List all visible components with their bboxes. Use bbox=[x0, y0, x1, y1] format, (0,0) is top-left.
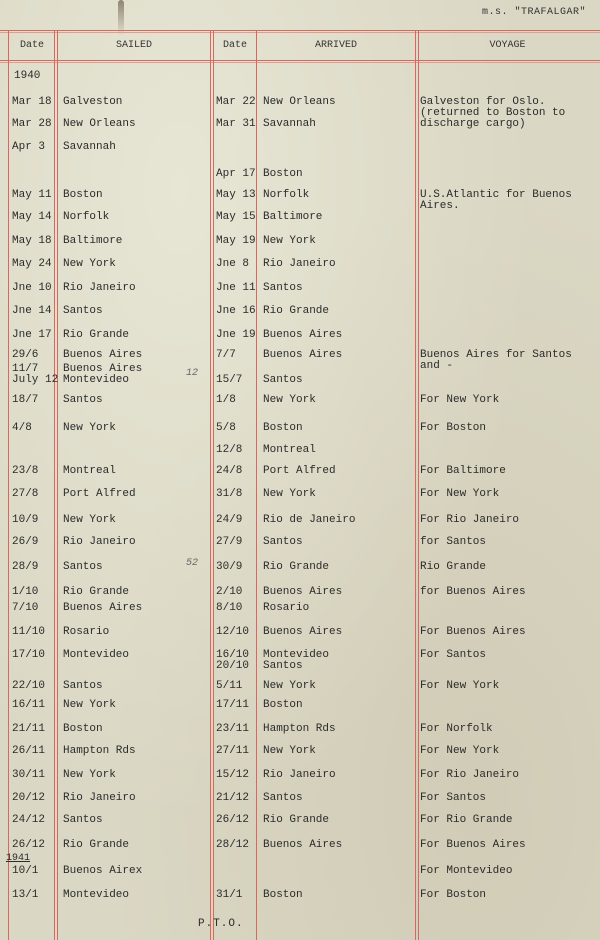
sailed-date: 28/9 bbox=[12, 561, 39, 573]
sailed-date: 13/1 bbox=[12, 889, 39, 901]
arrived-port: Rio Grande bbox=[263, 561, 330, 573]
arrived-date: 8/10 bbox=[216, 602, 243, 614]
arrived-port: Boston bbox=[263, 422, 303, 434]
arrived-port: Boston bbox=[263, 168, 303, 180]
arrived-date: May 13 bbox=[216, 189, 256, 201]
arrived-date: 24/8 bbox=[216, 465, 243, 477]
arrived-date: 15/12 bbox=[216, 769, 250, 781]
sailed-port: New York bbox=[63, 769, 116, 781]
arrived-date: 5/8 bbox=[216, 422, 236, 434]
arrived-date: Mar 22 bbox=[216, 96, 256, 108]
arrived-port: Rio Grande bbox=[263, 305, 330, 317]
arrived-port: Buenos Aires bbox=[263, 586, 343, 598]
arrived-date: Apr 17 bbox=[216, 168, 256, 180]
col-rule-2b bbox=[57, 30, 58, 940]
arrived-date: 7/7 bbox=[216, 349, 236, 361]
sailed-port: New York bbox=[63, 422, 116, 434]
sailed-date: Jne 17 bbox=[12, 329, 52, 341]
sailed-port: Santos bbox=[63, 394, 103, 406]
page-turn-note: P.T.O. bbox=[198, 918, 244, 930]
header-sailed: SAILED bbox=[115, 40, 152, 51]
sailed-port: New York bbox=[63, 514, 116, 526]
voyage-note: For Boston bbox=[420, 422, 487, 434]
col-rule-3b bbox=[213, 30, 214, 940]
sailed-port: New Orleans bbox=[63, 118, 136, 130]
top-rule bbox=[0, 30, 600, 31]
arrived-port: Baltimore bbox=[263, 211, 323, 223]
voyage-note: U.S.Atlantic for Buenos Aires. bbox=[420, 189, 572, 212]
sailed-date: 11/7 bbox=[12, 363, 39, 375]
sailed-port: Boston bbox=[63, 723, 103, 735]
sailed-port: Boston bbox=[63, 189, 103, 201]
col-rule-5b bbox=[418, 30, 419, 940]
arrived-port: Rio Grande bbox=[263, 814, 330, 826]
sailed-date: 27/8 bbox=[12, 488, 39, 500]
sailed-date: 26/11 bbox=[12, 745, 46, 757]
arrived-port: Santos bbox=[263, 792, 303, 804]
sailed-date: 23/8 bbox=[12, 465, 39, 477]
voyage-note: for Santos bbox=[420, 536, 487, 548]
col-rule-2 bbox=[54, 30, 55, 940]
sailed-date: 21/11 bbox=[12, 723, 46, 735]
voyage-note: For Santos bbox=[420, 649, 487, 661]
arrived-date: 21/12 bbox=[216, 792, 250, 804]
arrived-date: 26/12 bbox=[216, 814, 250, 826]
sailed-port: Savannah bbox=[63, 141, 116, 153]
sailed-port: Rio Janeiro bbox=[63, 792, 136, 804]
arrived-date: Mar 31 bbox=[216, 118, 256, 130]
sailed-date: 10/1 bbox=[12, 865, 39, 877]
sailed-port: Buenos Aires bbox=[63, 602, 143, 614]
voyage-note: Buenos Aires for Santos and - bbox=[420, 349, 572, 372]
sailed-port: Rio Janeiro bbox=[63, 282, 136, 294]
header-date-arrived: Date bbox=[222, 40, 247, 51]
arrived-date: 12/8 bbox=[216, 444, 243, 456]
col-rule-3 bbox=[210, 30, 211, 940]
header-voyage: VOYAGE bbox=[489, 40, 526, 51]
voyage-note: For Santos bbox=[420, 792, 487, 804]
sailed-date: 26/12 bbox=[12, 839, 46, 851]
arrived-date: May 19 bbox=[216, 235, 256, 247]
sailed-port: Hampton Rds bbox=[63, 745, 136, 757]
arrived-port: Rio Janeiro bbox=[263, 258, 336, 270]
arrived-port: Hampton Rds bbox=[263, 723, 336, 735]
arrived-date: May 15 bbox=[216, 211, 256, 223]
sailed-date: 30/11 bbox=[12, 769, 46, 781]
sailed-date: Mar 18 bbox=[12, 96, 52, 108]
sailed-port: Buenos Airex bbox=[63, 865, 143, 877]
arrived-port: Port Alfred bbox=[263, 465, 336, 477]
arrived-port: Savannah bbox=[263, 118, 316, 130]
sailed-date: 22/10 bbox=[12, 680, 46, 692]
arrived-date: 27/11 bbox=[216, 745, 250, 757]
sailed-date: May 11 bbox=[12, 189, 52, 201]
arrived-date: 5/11 bbox=[216, 680, 243, 692]
sailed-port: Montevideo bbox=[63, 889, 130, 901]
arrived-port: Norfolk bbox=[263, 189, 310, 201]
arrived-date: Jne 16 bbox=[216, 305, 256, 317]
sailed-date: May 14 bbox=[12, 211, 52, 223]
arrived-port: New York bbox=[263, 745, 316, 757]
voyage-note: for Buenos Aires bbox=[420, 586, 526, 598]
col-rule-1 bbox=[8, 30, 9, 940]
sailed-port: Rosario bbox=[63, 626, 110, 638]
sailed-port: Santos bbox=[63, 561, 103, 573]
sailed-port: Norfolk bbox=[63, 211, 110, 223]
sailed-date: 16/11 bbox=[12, 699, 46, 711]
voyage-note: For Buenos Aires bbox=[420, 626, 526, 638]
arrived-date: 31/1 bbox=[216, 889, 243, 901]
sailed-port: Montevideo bbox=[63, 374, 130, 386]
arrived-date: Jne 8 bbox=[216, 258, 250, 270]
arrived-port: Buenos Aires bbox=[263, 349, 343, 361]
arrived-date: Jne 11 bbox=[216, 282, 256, 294]
year-1940: 1940 bbox=[14, 70, 41, 82]
sailed-date: 20/12 bbox=[12, 792, 46, 804]
voyage-note: Galveston for Oslo. (returned to Boston to discharge cargo) bbox=[420, 96, 566, 130]
voyage-note: For Rio Janeiro bbox=[420, 769, 520, 781]
header-rule bbox=[0, 60, 600, 61]
sailed-port: Santos bbox=[63, 814, 103, 826]
sailed-date: 7/10 bbox=[12, 602, 39, 614]
voyage-note: For Buenos Aires bbox=[420, 839, 526, 851]
sailed-date: July 12 bbox=[12, 374, 59, 386]
arrived-date: 27/9 bbox=[216, 536, 243, 548]
arrived-port: Rosario bbox=[263, 602, 310, 614]
arrived-port: Santos bbox=[263, 374, 303, 386]
sailed-port: Buenos Aires bbox=[63, 363, 143, 375]
sailed-port: New York bbox=[63, 258, 116, 270]
voyage-note: For New York bbox=[420, 680, 500, 692]
arrived-date: 28/12 bbox=[216, 839, 250, 851]
arrived-port: Buenos Aires bbox=[263, 329, 343, 341]
arrived-port: Boston bbox=[263, 889, 303, 901]
sailed-date: 26/9 bbox=[12, 536, 39, 548]
header-arrived: ARRIVED bbox=[314, 40, 357, 51]
col-rule-4 bbox=[256, 30, 257, 940]
voyage-note: For Montevideo bbox=[420, 865, 513, 877]
arrived-port: New Orleans bbox=[263, 96, 336, 108]
arrived-port: Santos bbox=[263, 282, 303, 294]
margin-note-1: 12 bbox=[186, 368, 199, 379]
voyage-note: For Baltimore bbox=[420, 465, 506, 477]
voyage-note: Rio Grande bbox=[420, 561, 487, 573]
col-rule-5 bbox=[415, 30, 416, 940]
year-1941: 1941 bbox=[6, 853, 31, 864]
arrived-date: 17/11 bbox=[216, 699, 250, 711]
sailed-port: Buenos Aires bbox=[63, 349, 143, 361]
header-rule-2 bbox=[0, 62, 600, 63]
arrived-port: New York bbox=[263, 680, 316, 692]
sailed-port: New York bbox=[63, 699, 116, 711]
sailed-port: Rio Grande bbox=[63, 329, 130, 341]
sailed-port: Galveston bbox=[63, 96, 123, 108]
voyage-note: For Boston bbox=[420, 889, 487, 901]
sailed-date: 24/12 bbox=[12, 814, 46, 826]
arrived-port: Santos bbox=[263, 536, 303, 548]
arrived-port: Buenos Aires bbox=[263, 839, 343, 851]
sailed-date: 17/10 bbox=[12, 649, 46, 661]
arrived-date: 16/10 20/10 bbox=[216, 649, 250, 672]
arrived-port: Boston bbox=[263, 699, 303, 711]
sailed-port: Rio Janeiro bbox=[63, 536, 136, 548]
arrived-date: 24/9 bbox=[216, 514, 243, 526]
arrived-date: 31/8 bbox=[216, 488, 243, 500]
arrived-port: Rio de Janeiro bbox=[263, 514, 356, 526]
arrived-date: 15/7 bbox=[216, 374, 243, 386]
sailed-port: Baltimore bbox=[63, 235, 123, 247]
arrived-port: Buenos Aires bbox=[263, 626, 343, 638]
arrived-date: Jne 19 bbox=[216, 329, 256, 341]
arrived-port: Rio Janeiro bbox=[263, 769, 336, 781]
arrived-date: 12/10 bbox=[216, 626, 250, 638]
arrived-port: Montevideo Santos bbox=[263, 649, 330, 672]
sailed-date: May 18 bbox=[12, 235, 52, 247]
voyage-note: For New York bbox=[420, 488, 500, 500]
voyage-note: For New York bbox=[420, 394, 500, 406]
sailed-port: Santos bbox=[63, 305, 103, 317]
voyage-note: For Norfolk bbox=[420, 723, 493, 735]
arrived-port: New York bbox=[263, 235, 316, 247]
voyage-note: For Rio Grande bbox=[420, 814, 513, 826]
arrived-port: New York bbox=[263, 488, 316, 500]
sailed-port: Rio Grande bbox=[63, 586, 130, 598]
sailed-date: May 24 bbox=[12, 258, 52, 270]
voyage-note: For New York bbox=[420, 745, 500, 757]
arrived-date: 1/8 bbox=[216, 394, 236, 406]
margin-note-2: 52 bbox=[186, 558, 199, 569]
voyage-note: For Rio Janeiro bbox=[420, 514, 520, 526]
sailed-port: Port Alfred bbox=[63, 488, 136, 500]
header-date-sailed: Date bbox=[19, 40, 44, 51]
sailed-date: 18/7 bbox=[12, 394, 39, 406]
sailed-date: Jne 14 bbox=[12, 305, 52, 317]
top-rule-2 bbox=[0, 32, 600, 33]
arrived-port: New York bbox=[263, 394, 316, 406]
arrived-date: 30/9 bbox=[216, 561, 243, 573]
sailed-date: 10/9 bbox=[12, 514, 39, 526]
arrived-date: 2/10 bbox=[216, 586, 243, 598]
sailed-port: Montreal bbox=[63, 465, 116, 477]
sailed-date: Apr 3 bbox=[12, 141, 46, 153]
ship-name: m.s. "TRAFALGAR" bbox=[481, 7, 586, 18]
sailed-date: 4/8 bbox=[12, 422, 32, 434]
arrived-port: Montreal bbox=[263, 444, 316, 456]
sailed-port: Montevideo bbox=[63, 649, 130, 661]
sailed-date: 11/10 bbox=[12, 626, 46, 638]
sailed-date: 1/10 bbox=[12, 586, 39, 598]
sailed-date: Mar 28 bbox=[12, 118, 52, 130]
sailed-port: Santos bbox=[63, 680, 103, 692]
sailed-date: 29/6 bbox=[12, 349, 39, 361]
sailed-date: Jne 10 bbox=[12, 282, 52, 294]
sailed-port: Rio Grande bbox=[63, 839, 130, 851]
arrived-date: 23/11 bbox=[216, 723, 250, 735]
